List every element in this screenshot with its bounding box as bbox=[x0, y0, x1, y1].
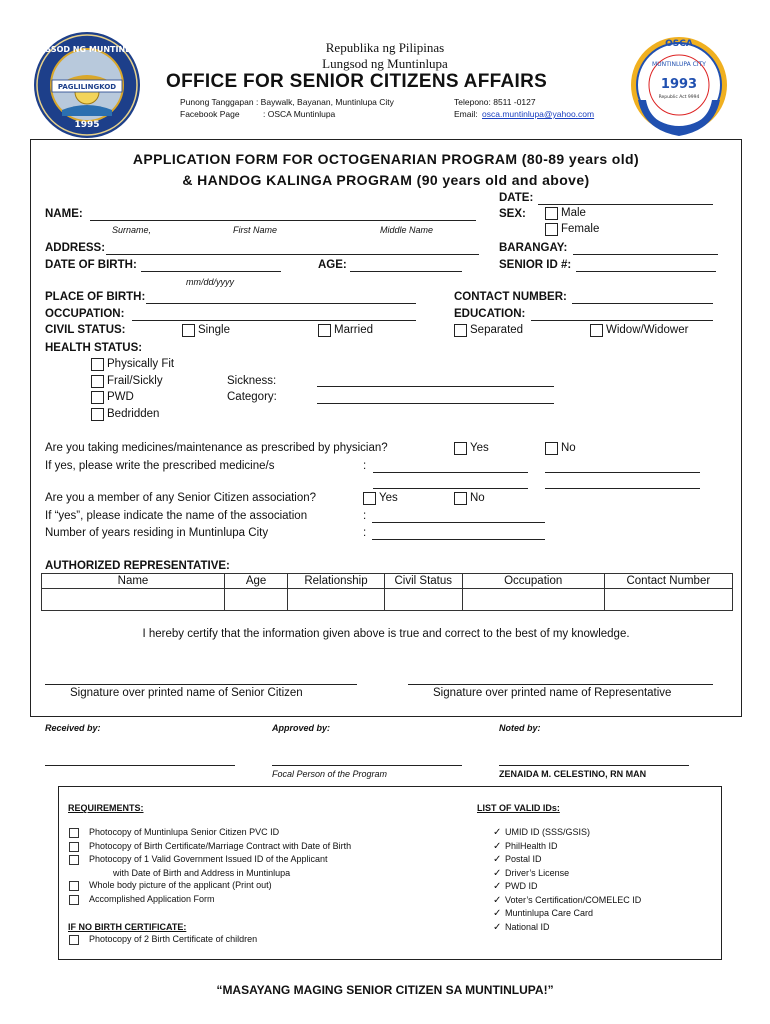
contact-field[interactable] bbox=[572, 303, 713, 304]
rep-col-contact: Contact Number bbox=[604, 574, 732, 589]
civil-status-label: CIVIL STATUS: bbox=[45, 324, 126, 336]
req-checkbox-1[interactable] bbox=[69, 828, 79, 838]
medicine-field-3[interactable] bbox=[373, 488, 528, 489]
dob-field[interactable] bbox=[141, 271, 281, 272]
rep-contact-cell[interactable] bbox=[604, 589, 732, 611]
pob-label: PLACE OF BIRTH: bbox=[45, 291, 146, 303]
civil-single-checkbox[interactable] bbox=[182, 324, 195, 337]
osca-logo bbox=[624, 30, 734, 142]
association-colon: : bbox=[363, 510, 367, 522]
noted-by-name: ZENAIDA M. CELESTINO, RN MAN bbox=[499, 769, 647, 779]
noted-by-line[interactable] bbox=[499, 765, 689, 766]
svg-text:1993: 1993 bbox=[660, 77, 698, 92]
no-birth-item: Photocopy of 2 Birth Certificate of children bbox=[89, 934, 258, 944]
date-field[interactable] bbox=[538, 204, 713, 205]
valid-ids-title: LIST OF VALID IDs: bbox=[477, 803, 560, 813]
civil-single-label: Single bbox=[198, 324, 230, 336]
rep-col-civil-status: Civil Status bbox=[384, 574, 462, 589]
req-item-5: Accomplished Application Form bbox=[89, 894, 215, 904]
rep-label: AUTHORIZED REPRESENTATIVE: bbox=[45, 560, 230, 572]
facebook-label: Facebook Page bbox=[180, 109, 240, 119]
table-row[interactable] bbox=[42, 589, 733, 611]
office-title: OFFICE FOR SENIOR CITIZENS AFFAIRS bbox=[166, 71, 548, 92]
senior-signature-label: Signature over printed name of Senior Citizen bbox=[70, 687, 303, 699]
requirements-title: REQUIREMENTS: bbox=[68, 803, 144, 813]
question-association: Are you a member of any Senior Citizen association? bbox=[45, 492, 317, 504]
years-colon: : bbox=[363, 527, 367, 539]
sex-female-label: Female bbox=[561, 223, 600, 235]
civil-married-checkbox[interactable] bbox=[318, 324, 331, 337]
name-field[interactable] bbox=[90, 220, 476, 221]
valid-id-item: Postal ID bbox=[505, 854, 542, 864]
occupation-field[interactable] bbox=[132, 320, 416, 321]
surname-hint: Surname, bbox=[112, 225, 152, 235]
table-row bbox=[42, 574, 733, 589]
address-field[interactable] bbox=[106, 254, 479, 255]
rep-relationship-cell[interactable] bbox=[288, 589, 385, 611]
years-residing-field[interactable] bbox=[372, 539, 545, 540]
valid-id-item: PWD ID bbox=[505, 881, 538, 891]
age-label: AGE: bbox=[318, 259, 347, 271]
civil-married-label: Married bbox=[334, 324, 373, 336]
civil-separated-label: Separated bbox=[470, 324, 524, 336]
svg-text:Republic Act 9994: Republic Act 9994 bbox=[658, 95, 700, 100]
rep-col-occupation: Occupation bbox=[462, 574, 604, 589]
email-label: Email: bbox=[454, 109, 478, 119]
no-birth-cert-title: IF NO BIRTH CERTIFICATE: bbox=[68, 922, 187, 932]
facebook-value: : OSCA Muntinlupa bbox=[263, 109, 336, 119]
senior-id-field[interactable] bbox=[576, 271, 716, 272]
received-by-label: Received by: bbox=[45, 723, 101, 733]
phone-number: Telepono: 8511 -0127 bbox=[454, 97, 536, 107]
form-title-line1: APPLICATION FORM FOR OCTOGENARIAN PROGRAM (80-89 years old) bbox=[132, 151, 640, 167]
health-bedridden-label: Bedridden bbox=[107, 408, 160, 420]
check-icon: ✓ bbox=[493, 881, 502, 892]
check-icon: ✓ bbox=[493, 921, 502, 933]
approved-by-line[interactable] bbox=[272, 765, 462, 766]
svg-text:LUNGSOD NG MUNTINLUPA: LUNGSOD NG MUNTINLUPA bbox=[32, 45, 142, 54]
middlename-hint: Middle Name bbox=[380, 225, 434, 235]
medicines-followup-label: If yes, please write the prescribed medicine/s bbox=[45, 460, 275, 472]
health-fit-checkbox[interactable] bbox=[91, 358, 104, 371]
civil-widow-label: Widow/Widower bbox=[606, 324, 689, 336]
rep-col-age: Age bbox=[225, 574, 288, 589]
category-label: Category: bbox=[227, 391, 277, 403]
check-icon: ✓ bbox=[493, 827, 502, 838]
valid-id-item: Voter’s Certification/COMELEC ID bbox=[505, 894, 642, 905]
civil-separated-checkbox[interactable] bbox=[454, 324, 467, 337]
rep-occupation-cell[interactable] bbox=[462, 589, 604, 611]
medicine-field-4[interactable] bbox=[545, 488, 700, 489]
slogan: “MASAYANG MAGING SENIOR CITIZEN SA MUNTINLUPA!” bbox=[216, 983, 554, 997]
svg-text:OSCA: OSCA bbox=[665, 39, 693, 49]
barangay-field[interactable] bbox=[573, 254, 718, 255]
assoc-no-checkbox[interactable] bbox=[454, 492, 467, 505]
check-icon: ✓ bbox=[493, 867, 502, 879]
rep-name-cell[interactable] bbox=[42, 589, 225, 611]
name-label: NAME: bbox=[45, 208, 83, 220]
assoc-no-label: No bbox=[470, 492, 485, 504]
approved-by-label: Approved by: bbox=[272, 723, 331, 733]
meds-yes-checkbox[interactable] bbox=[454, 442, 467, 455]
assoc-yes-label: Yes bbox=[379, 492, 398, 504]
sickness-label: Sickness: bbox=[227, 375, 277, 387]
rep-signature-label: Signature over printed name of Representative bbox=[433, 687, 672, 699]
health-pwd-label: PWD bbox=[107, 391, 134, 403]
noted-by-label: Noted by: bbox=[499, 723, 541, 733]
senior-signature-line[interactable] bbox=[45, 684, 357, 685]
svg-text:PAGLILINGKOD: PAGLILINGKOD bbox=[57, 83, 117, 91]
req-checkbox-4[interactable] bbox=[69, 881, 79, 891]
req-checkbox-5[interactable] bbox=[69, 895, 79, 905]
req-item-1: Photocopy of Muntinlupa Senior Citizen PVC ID bbox=[89, 827, 280, 837]
meds-yes-label: Yes bbox=[470, 442, 489, 454]
firstname-hint: First Name bbox=[233, 225, 278, 235]
rep-signature-line[interactable] bbox=[408, 684, 713, 685]
svg-text:MUNTINLUPA CITY: MUNTINLUPA CITY bbox=[652, 61, 706, 68]
meds-no-label: No bbox=[561, 442, 576, 454]
health-frail-checkbox[interactable] bbox=[91, 375, 104, 388]
category-field[interactable] bbox=[317, 403, 554, 404]
occupation-label: OCCUPATION: bbox=[45, 308, 125, 320]
republic-label: Republika ng Pilipinas bbox=[325, 40, 445, 55]
question-medicines: Are you taking medicines/maintenance as prescribed by physician? bbox=[45, 442, 388, 454]
education-label: EDUCATION: bbox=[454, 308, 526, 320]
received-by-line[interactable] bbox=[45, 765, 235, 766]
age-field[interactable] bbox=[350, 271, 462, 272]
sex-male-label: Male bbox=[561, 207, 586, 219]
valid-id-item: UMID ID (SSS/GSIS) bbox=[505, 827, 591, 837]
assoc-yes-checkbox[interactable] bbox=[363, 492, 376, 505]
pob-field[interactable] bbox=[146, 303, 416, 304]
years-residing-label: Number of years residing in Muntinlupa City bbox=[45, 527, 269, 539]
medicine-field-2[interactable] bbox=[545, 472, 700, 473]
req-checkbox-3[interactable] bbox=[69, 855, 79, 865]
valid-id-item: Muntinlupa Care Card bbox=[505, 908, 594, 918]
dob-label: DATE OF BIRTH: bbox=[45, 259, 137, 271]
certification-text: I hereby certify that the information given above is true and correct to the best of my knowledge. bbox=[142, 628, 630, 640]
association-field[interactable] bbox=[372, 522, 545, 523]
form-title-line2: & HANDOG KALINGA PROGRAM (90 years old and above) bbox=[182, 172, 590, 188]
valid-id-item: Driver’s License bbox=[505, 867, 570, 878]
health-status-label: HEALTH STATUS: bbox=[45, 342, 143, 354]
rep-age-cell[interactable] bbox=[225, 589, 288, 611]
medicine-field-1[interactable] bbox=[373, 472, 528, 473]
sex-label: SEX: bbox=[499, 208, 526, 220]
focal-person-label: Focal Person of the Program bbox=[272, 769, 388, 779]
health-frail-label: Frail/Sickly bbox=[107, 375, 163, 387]
medicines-colon: : bbox=[363, 460, 367, 472]
rep-col-name: Name bbox=[42, 574, 225, 589]
health-fit-label: Physically Fit bbox=[107, 358, 175, 370]
check-icon: ✓ bbox=[493, 854, 502, 865]
req-item-4: Whole body picture of the applicant (Print out) bbox=[89, 880, 272, 890]
check-icon: ✓ bbox=[493, 894, 502, 906]
education-field[interactable] bbox=[531, 320, 713, 321]
health-bedridden-checkbox[interactable] bbox=[91, 408, 104, 421]
check-icon: ✓ bbox=[493, 840, 502, 852]
rep-table bbox=[41, 573, 733, 611]
rep-col-relationship: Relationship bbox=[288, 574, 385, 589]
health-pwd-checkbox[interactable] bbox=[91, 391, 104, 404]
email-link[interactable]: osca.muntinlupa@yahoo.com bbox=[482, 109, 595, 119]
contact-label: CONTACT NUMBER: bbox=[454, 291, 567, 303]
dob-hint: mm/dd/yyyy bbox=[186, 277, 235, 287]
sex-male-checkbox[interactable] bbox=[545, 207, 558, 220]
meds-no-checkbox[interactable] bbox=[545, 442, 558, 455]
req-checkbox-2[interactable] bbox=[69, 842, 79, 852]
sex-female-checkbox[interactable] bbox=[545, 223, 558, 236]
no-birth-checkbox[interactable] bbox=[69, 935, 79, 945]
req-item-3-cont: with Date of Birth and Address in Muntinlupa bbox=[113, 868, 291, 878]
barangay-label: BARANGAY: bbox=[499, 242, 568, 254]
valid-id-item: National ID bbox=[505, 921, 550, 932]
date-label: DATE: bbox=[499, 192, 534, 204]
rep-civil-status-cell[interactable] bbox=[384, 589, 462, 611]
sickness-field[interactable] bbox=[317, 386, 554, 387]
check-icon: ✓ bbox=[493, 908, 502, 919]
svg-text:1995: 1995 bbox=[74, 120, 100, 130]
office-address: Punong Tanggapan : Baywalk, Bayanan, Muntinlupa City bbox=[180, 97, 394, 107]
association-followup-label: If “yes”, please indicate the name of the association bbox=[45, 510, 308, 522]
req-item-3: Photocopy of 1 Valid Government Issued ID of the Applicant bbox=[89, 854, 328, 864]
civil-widow-checkbox[interactable] bbox=[590, 324, 603, 337]
address-label: ADDRESS: bbox=[45, 242, 106, 254]
req-item-2: Photocopy of Birth Certificate/Marriage Contract with Date of Birth bbox=[89, 841, 352, 851]
senior-id-label: SENIOR ID #: bbox=[499, 259, 572, 271]
valid-id-item: PhilHealth ID bbox=[505, 840, 558, 851]
city-label: Lungsod ng Muntinlupa bbox=[322, 56, 448, 71]
